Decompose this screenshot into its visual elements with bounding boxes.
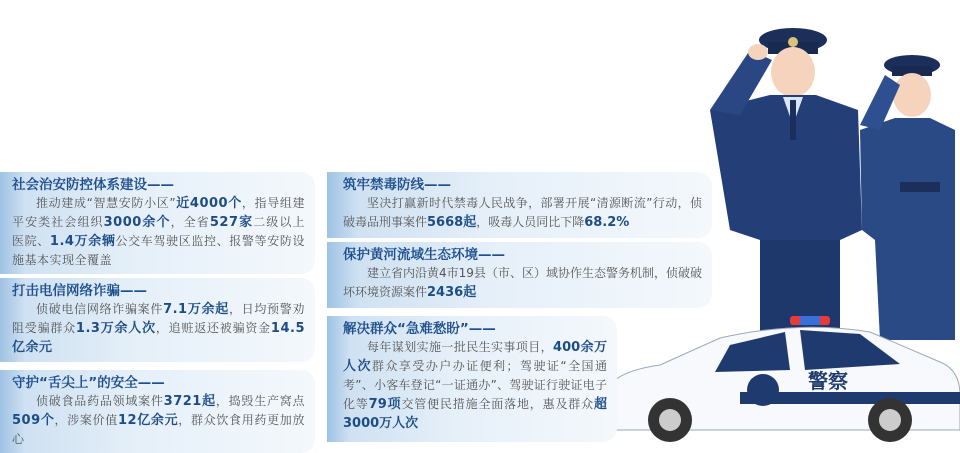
highlight-figure: 12亿余元 <box>117 413 179 428</box>
body-text: 推动建成“智慧安防小区” <box>36 196 177 210</box>
body-text: 交管便民措施全面落地，惠及群众 <box>401 397 594 411</box>
highlight-figure: 近4000个 <box>176 196 242 211</box>
highlight-figure: 79项 <box>368 397 402 412</box>
info-card <box>327 316 617 442</box>
card-body <box>343 264 702 302</box>
info-card <box>0 172 315 274</box>
highlight-figure: 1.3万余人次 <box>75 321 156 336</box>
highlight-figure: 超3000万人次 <box>343 397 607 431</box>
info-card <box>0 278 315 362</box>
body-text: ，涉案价值 <box>54 413 118 427</box>
highlight-figure: 2436起 <box>427 285 477 300</box>
card-title: 打击电信网络诈骗—— <box>12 283 147 299</box>
highlight-figure: 1.4万余辆 <box>49 234 116 249</box>
body-text: 公交车驾驶区监控、报警等安防设施基本实现全覆盖 <box>12 234 305 267</box>
body-text: 侦破食品药品领域案件 <box>36 394 164 408</box>
body-text: ，日均预警劝阻受骗群众 <box>12 302 305 335</box>
car-label: 警察 <box>808 369 848 393</box>
info-card <box>327 172 712 238</box>
highlight-figure: 3000余个 <box>103 215 171 230</box>
info-card <box>0 370 315 453</box>
body-text: ，全省 <box>170 215 210 229</box>
male-officer-figure <box>710 28 862 340</box>
highlight-figure: 5668起 <box>427 215 477 230</box>
body-text: 坚决打赢新时代禁毒人民战争，部署开展“清源断流”行动，侦破毒品刑事案件 <box>343 196 702 229</box>
card-title: 解决群众“急难愁盼”—— <box>343 321 496 337</box>
highlight-figure: 527家 <box>209 215 254 230</box>
card-title: 保护黄河流域生态环境—— <box>343 247 505 263</box>
highlight-figure: 3721起 <box>163 394 216 409</box>
card-title: 社会治安防控体系建设—— <box>12 177 174 193</box>
body-text: 群众享受办户办证便利；驾驶证“全国通考”、小客车登记“一证通办”、驾驶证行驶证电子化等 <box>343 359 607 411</box>
highlight-figure: 400余万人次 <box>343 340 607 374</box>
highlight-figure: 7.1万余起 <box>163 302 229 317</box>
body-text: ，追赃返还被骗资金 <box>155 321 271 335</box>
highlight-figure: 14.5亿余元 <box>12 321 305 355</box>
body-text: ，指导组建平安类社会组织 <box>12 196 305 229</box>
highlight-figure: 68.2% <box>584 215 630 230</box>
card-body <box>12 300 305 357</box>
body-text: ，群众饮食用药更加放心 <box>12 413 305 446</box>
card-body <box>343 194 702 232</box>
body-text: 二级以上医院、 <box>12 215 305 248</box>
highlight-figure: 509个 <box>12 413 55 428</box>
body-text: 建立省内沿黄4市19县（市、区）域协作生态警务机制，侦破破坏环境资源案件 <box>343 266 702 299</box>
card-body <box>12 194 305 270</box>
info-card <box>327 242 712 308</box>
body-text: ，吸毒人员同比下降 <box>476 215 585 229</box>
body-text: 每年谋划实施一批民生实事项目， <box>367 340 554 354</box>
card-title: 筑牢禁毒防线—— <box>343 177 451 193</box>
card-title: 守护“舌尖上”的安全—— <box>12 375 165 391</box>
body-text: ，捣毁生产窝点 <box>215 394 305 408</box>
card-body <box>12 392 305 449</box>
card-body <box>343 338 607 433</box>
female-officer-figure <box>860 55 955 340</box>
body-text: 侦破电信网络诈骗案件 <box>36 302 164 316</box>
